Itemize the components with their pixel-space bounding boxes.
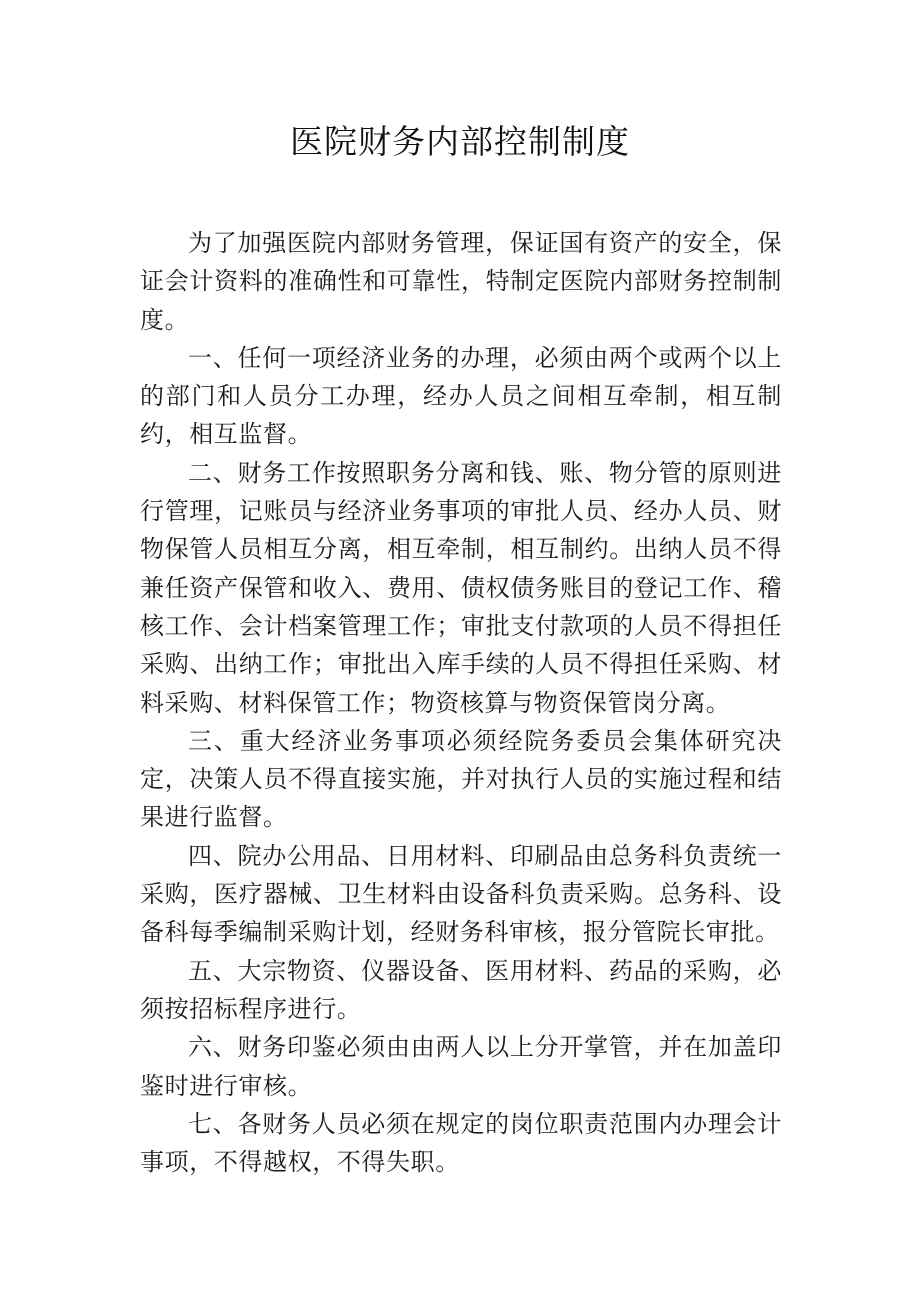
document-body (140, 224, 782, 1181)
paragraph-item-1: 一、任何一项经济业务的办理，必须由两个或两个以上的部门和人员分工办理，经办人员之间相互牵制，相互制约，相互监督。 (140, 343, 782, 449)
paragraph-item-5: 五、大宗物资、仪器设备、医用材料、药品的采购，必须按招标程序进行。 (140, 956, 782, 1023)
paragraph-item-4: 四、院办公用品、日用材料、印刷品由总务科负责统一采购，医疗器械、卫生材料由设备科负责采购。总务科、设备科每季编制采购计划，经财务科审核，报分管院长审批。 (140, 841, 782, 947)
paragraph-item-2: 二、财务工作按照职务分离和钱、账、物分管的原则进行管理，记账员与经济业务事项的审批人员、经办人员、财物保管人员相互分离，相互牵制，相互制约。出纳人员不得兼任资产保管和收入、费用、债权债务账目的登记工作、稽核工作、会计档案管理工作；审批支付款项的人员不得担任采购、出纳工作；审批出入库手续的人员不得担任采购、材料采购、材料保管工作；物资核算与物资保管岗分离。 (140, 458, 782, 717)
paragraph-item-7: 七、各财务人员必须在规定的岗位职责范围内办理会计事项，不得越权，不得失职。 (140, 1109, 782, 1177)
paragraph-intro: 为了加强医院内部财务管理，保证国有资产的安全，保证会计资料的准确性和可靠性，特制定医院内部财务控制制度。 (140, 229, 782, 334)
paragraph-item-3: 三、重大经济业务事项必须经院务委员会集体研究决定，决策人员不得直接实施，并对执行人员的实施过程和结果进行监督。 (140, 726, 782, 832)
document-title: 医院财务内部控制制度 (290, 122, 630, 161)
paragraph-item-6: 六、财务印鉴必须由由两人以上分开掌管，并在加盖印鉴时进行审核。 (140, 1033, 782, 1100)
